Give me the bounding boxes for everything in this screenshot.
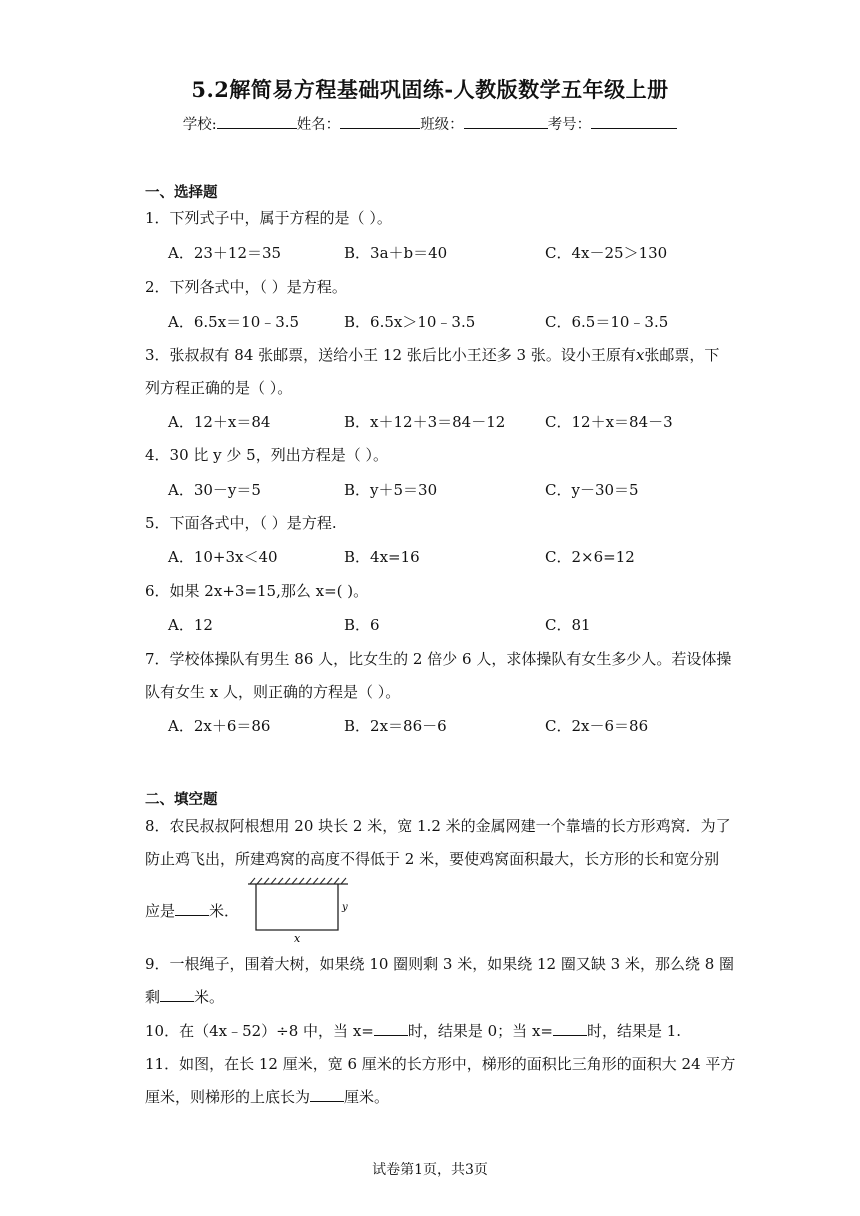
question-5-stem: 5．下面各式中，（ ）是方程. bbox=[145, 514, 337, 532]
page-title: 5.2解简易方程基础巩固练-人教版数学五年级上册 bbox=[191, 77, 669, 102]
question-8-line2: 防止鸡飞出，所建鸡窝的高度不得低于 2 米，要使鸡窝面积最大，长方形的长和宽分别 bbox=[145, 850, 720, 868]
section-heading-fill-in: 二、填空题 bbox=[145, 791, 218, 808]
question-2-option-b[interactable]: B．6.5x＞10﹣3.5 bbox=[344, 313, 476, 331]
exam-no-label: 考号： bbox=[547, 117, 592, 133]
question-4-option-a[interactable]: A．30－y＝5 bbox=[168, 481, 261, 499]
label-y: y bbox=[342, 902, 348, 913]
question-3-stem-line1: 3．张叔叔有 84 张邮票，送给小王 12 张后比小王还多 3 张。设小王原有x张邮票，下 bbox=[145, 346, 720, 364]
question-6-option-c[interactable]: C．81 bbox=[545, 616, 591, 634]
question-3-stem-line2: 列方程正确的是（ ）。 bbox=[145, 379, 293, 397]
question-8-line3: 应是 米． bbox=[145, 902, 240, 920]
question-8-line1: 8．农民叔叔阿根想用 20 块长 2 米，宽 1.2 米的金属网建一个靠墙的长方形鸡窝．为了 bbox=[145, 817, 731, 835]
class-blank[interactable] bbox=[464, 114, 548, 129]
question-4-option-b[interactable]: B．y＋5＝30 bbox=[344, 481, 438, 499]
question-3-option-b[interactable]: B．x＋12＋3＝84－12 bbox=[344, 413, 506, 431]
question-7-option-b[interactable]: B．2x＝86－6 bbox=[344, 717, 447, 735]
question-7-stem-line2: 队有女生 x 人，则正确的方程是（ ）。 bbox=[145, 683, 401, 701]
question-2-option-c[interactable]: C．6.5＝10﹣3.5 bbox=[545, 313, 669, 331]
question-10-answer-blank-1[interactable] bbox=[374, 1021, 408, 1036]
question-5-option-a[interactable]: A．10+3x＜40 bbox=[168, 548, 278, 566]
question-4-option-c[interactable]: C．y－30＝5 bbox=[545, 481, 639, 499]
question-1-option-a[interactable]: A．23＋12＝35 bbox=[168, 244, 282, 262]
question-1-stem: 1．下列式子中，属于方程的是（ ）。 bbox=[145, 209, 392, 227]
question-9-answer-blank[interactable] bbox=[160, 987, 194, 1002]
question-10: 10．在（4x﹣52）÷8 中，当 x= 时，结果是 0；当 x= 时，结果是 1. bbox=[145, 1022, 682, 1040]
question-6-option-b[interactable]: B．6 bbox=[344, 616, 380, 634]
name-label: 姓名： bbox=[296, 117, 341, 133]
question-11-line1: 11．如图，在长 12 厘米，宽 6 厘米的长方形中，梯形的面积比三角形的面积大 24 平方 bbox=[145, 1055, 736, 1073]
question-1-option-c[interactable]: C．4x－25＞130 bbox=[545, 244, 668, 262]
question-3-option-a[interactable]: A．12＋x＝84 bbox=[168, 413, 271, 431]
question-4-stem: 4．30 比 y 少 5，列出方程是（ ）。 bbox=[145, 446, 388, 464]
question-6-stem: 6．如果 2x+3=15,那么 x=( )。 bbox=[145, 582, 369, 600]
school-blank[interactable] bbox=[217, 114, 297, 129]
section-heading-choice: 一、选择题 bbox=[145, 184, 218, 201]
question-5-option-c[interactable]: C．2×6=12 bbox=[545, 548, 635, 566]
name-blank[interactable] bbox=[340, 114, 420, 129]
question-7-option-c[interactable]: C．2x－6＝86 bbox=[545, 717, 649, 735]
question-3-option-c[interactable]: C．12＋x＝84－3 bbox=[545, 413, 673, 431]
question-2-stem: 2．下列各式中，（ ）是方程。 bbox=[145, 278, 347, 296]
coop-rectangle bbox=[256, 884, 338, 930]
school-label: 学校: bbox=[182, 117, 217, 133]
question-2-option-a[interactable]: A．6.5x＝10﹣3.5 bbox=[168, 313, 300, 331]
question-5-option-b[interactable]: B．4x=16 bbox=[344, 548, 420, 566]
question-6-option-a[interactable]: A．12 bbox=[168, 616, 213, 634]
label-x: x bbox=[294, 932, 301, 945]
question-11-line2: 厘米，则梯形的上底长为 厘米。 bbox=[145, 1088, 390, 1106]
question-7-stem-line1: 7．学校体操队有男生 86 人，比女生的 2 倍少 6 人，求体操队有女生多少人。若设体操 bbox=[145, 650, 732, 668]
question-9-line2: 剩 米。 bbox=[145, 988, 225, 1006]
class-label: 班级： bbox=[420, 117, 464, 133]
page-footer: 试卷第1页，共3页 bbox=[372, 1162, 488, 1178]
question-10-answer-blank-2[interactable] bbox=[553, 1021, 587, 1036]
chicken-coop-diagram bbox=[244, 876, 354, 946]
question-7-option-a[interactable]: A．2x＋6＝86 bbox=[168, 717, 271, 735]
exam-no-blank[interactable] bbox=[591, 114, 677, 129]
question-8-answer-blank[interactable] bbox=[175, 901, 209, 916]
question-11-answer-blank[interactable] bbox=[310, 1087, 344, 1102]
student-info-line bbox=[0, 113, 860, 134]
variable-x: x bbox=[635, 346, 645, 364]
question-1-option-b[interactable]: B．3a＋b＝40 bbox=[344, 244, 448, 262]
question-9-line1: 9．一根绳子，围着大树，如果绕 10 圈则剩 3 米，如果绕 12 圈又缺 3 米，那么绕 8 圈 bbox=[145, 955, 735, 973]
wall-hatching bbox=[250, 878, 346, 884]
